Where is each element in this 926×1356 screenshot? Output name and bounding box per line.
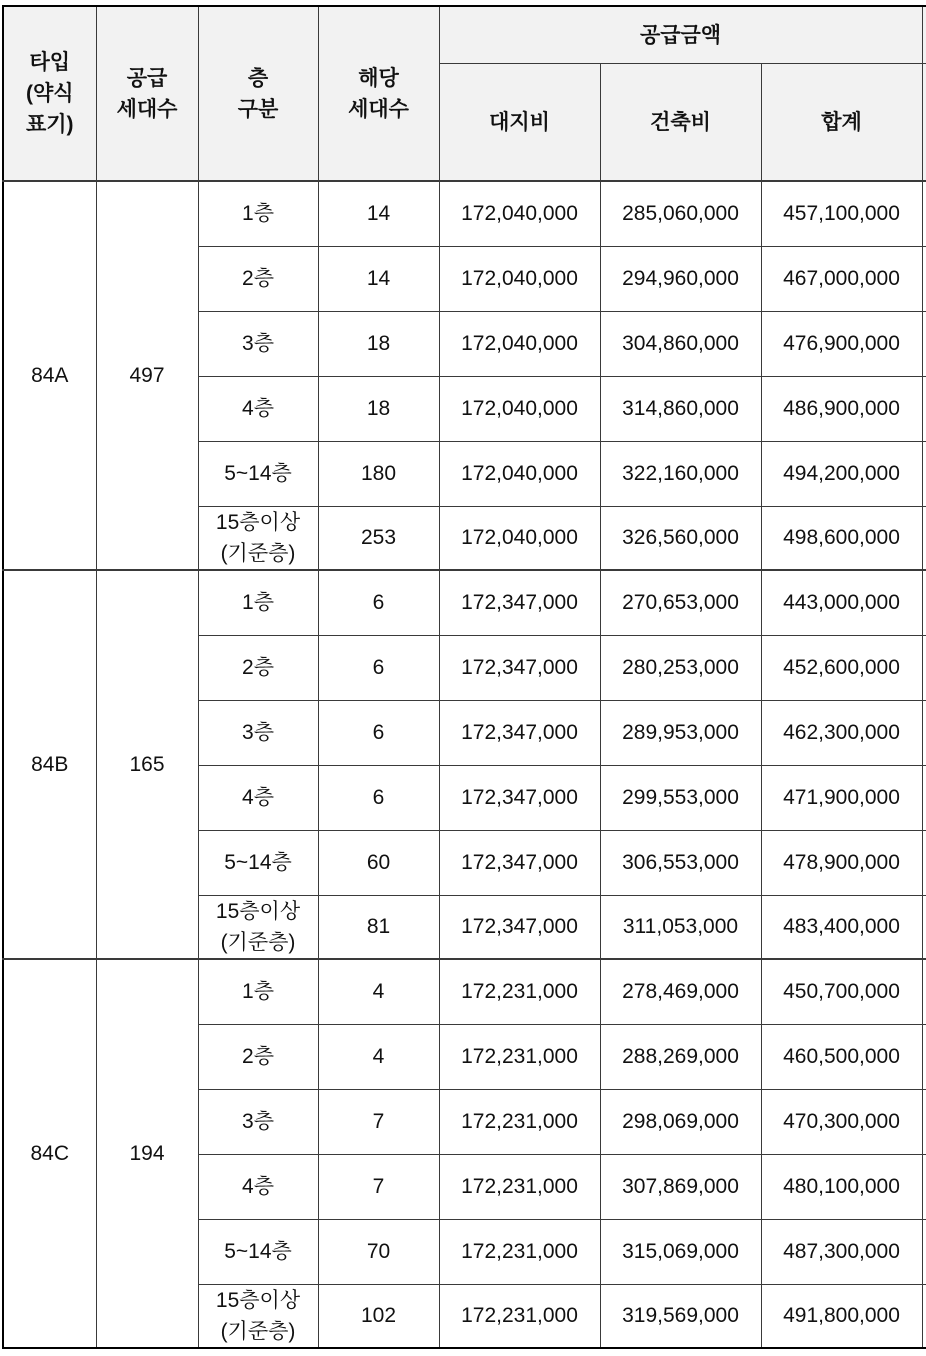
total-cost-cell: 467,000,000 <box>761 246 922 311</box>
floor-cell <box>198 765 318 830</box>
supply-units-cell: 165 <box>96 570 198 959</box>
land-cost-cell: 172,347,000 <box>439 830 600 895</box>
land-cost-cell: 172,347,000 <box>439 765 600 830</box>
extra-cell <box>922 700 926 765</box>
extra-cell <box>922 311 926 376</box>
total-cost-cell: 471,900,000 <box>761 765 922 830</box>
extra-cell <box>922 959 926 1024</box>
type-cell: 84C <box>3 959 96 1348</box>
building-cost-cell: 306,553,000 <box>600 830 761 895</box>
land-cost-cell: 172,231,000 <box>439 1284 600 1348</box>
supply-units-cell: 497 <box>96 181 198 570</box>
building-cost-cell: 294,960,000 <box>600 246 761 311</box>
header-row-top <box>3 6 926 64</box>
land-cost-cell: 172,040,000 <box>439 181 600 246</box>
extra-cell <box>922 246 926 311</box>
total-cost-cell: 483,400,000 <box>761 895 922 959</box>
building-cost-cell: 307,869,000 <box>600 1154 761 1219</box>
floor-cell <box>198 1154 318 1219</box>
total-cost-cell: 443,000,000 <box>761 570 922 635</box>
land-cost-cell: 172,040,000 <box>439 441 600 506</box>
header-units: 해당 세대수 <box>318 6 439 181</box>
floor-label: 4층 <box>242 397 274 420</box>
floor-cell <box>198 635 318 700</box>
header-type: 타입 (약식 표기) <box>3 6 96 181</box>
total-cost-cell: 460,500,000 <box>761 1024 922 1089</box>
floor-label: 2층 <box>242 1045 274 1068</box>
total-cost-cell: 486,900,000 <box>761 376 922 441</box>
total-cost-cell: 491,800,000 <box>761 1284 922 1348</box>
units-cell: 6 <box>318 635 439 700</box>
extra-cell <box>922 895 926 959</box>
building-cost-cell: 299,553,000 <box>600 765 761 830</box>
floor-cell <box>198 506 318 570</box>
building-cost-cell: 289,953,000 <box>600 700 761 765</box>
table-row <box>3 181 926 246</box>
extra-cell <box>922 1219 926 1284</box>
units-cell: 81 <box>318 895 439 959</box>
land-cost-cell: 172,040,000 <box>439 246 600 311</box>
floor-label: 3층 <box>242 721 274 744</box>
land-cost-cell: 172,347,000 <box>439 635 600 700</box>
extra-cell <box>922 1089 926 1154</box>
land-cost-cell: 172,040,000 <box>439 376 600 441</box>
type-cell: 84A <box>3 181 96 570</box>
floor-cell <box>198 700 318 765</box>
extra-cell <box>922 181 926 246</box>
floor-cell <box>198 1024 318 1089</box>
extra-cell <box>922 1284 926 1348</box>
land-cost-cell: 172,040,000 <box>439 311 600 376</box>
total-cost-cell: 478,900,000 <box>761 830 922 895</box>
extra-cell <box>922 1154 926 1219</box>
floor-label: 5~14층 <box>224 462 292 485</box>
total-cost-cell: 462,300,000 <box>761 700 922 765</box>
floor-cell <box>198 311 318 376</box>
extra-cell <box>922 1024 926 1089</box>
units-cell: 14 <box>318 181 439 246</box>
floor-cell <box>198 1284 318 1348</box>
building-cost-cell: 315,069,000 <box>600 1219 761 1284</box>
building-cost-cell: 270,653,000 <box>600 570 761 635</box>
land-cost-cell: 172,231,000 <box>439 959 600 1024</box>
floor-label: 3층 <box>242 332 274 355</box>
units-cell: 180 <box>318 441 439 506</box>
floor-label: 1층 <box>242 591 274 615</box>
building-cost-cell: 326,560,000 <box>600 506 761 570</box>
floor-cell <box>198 1219 318 1284</box>
land-cost-cell: 172,231,000 <box>439 1089 600 1154</box>
floor-label: 15층이상 (기준층) <box>215 510 301 565</box>
building-cost-cell: 288,269,000 <box>600 1024 761 1089</box>
units-cell: 14 <box>318 246 439 311</box>
total-cost-cell: 450,700,000 <box>761 959 922 1024</box>
floor-label: 4층 <box>242 1175 274 1198</box>
floor-label: 5~14층 <box>224 1240 292 1263</box>
units-cell: 7 <box>318 1089 439 1154</box>
extra-cell <box>922 830 926 895</box>
floor-label: 15층이상 (기준층) <box>215 1288 301 1343</box>
total-cost-cell: 487,300,000 <box>761 1219 922 1284</box>
building-cost-cell: 298,069,000 <box>600 1089 761 1154</box>
floor-label: 5~14층 <box>224 851 292 874</box>
header-price-group: 공급금액 <box>439 6 922 64</box>
land-cost-cell: 172,347,000 <box>439 700 600 765</box>
units-cell: 6 <box>318 700 439 765</box>
floor-cell <box>198 830 318 895</box>
floor-label: 15층이상 (기준층) <box>215 899 301 954</box>
extra-cell <box>922 441 926 506</box>
header-supply-units: 공급 세대수 <box>96 6 198 181</box>
floor-cell <box>198 441 318 506</box>
floor-cell <box>198 246 318 311</box>
building-cost-cell: 278,469,000 <box>600 959 761 1024</box>
building-cost-cell: 304,860,000 <box>600 311 761 376</box>
total-cost-cell: 452,600,000 <box>761 635 922 700</box>
header-extra-cell <box>922 6 926 64</box>
building-cost-cell: 285,060,000 <box>600 181 761 246</box>
land-cost-cell: 172,231,000 <box>439 1219 600 1284</box>
building-cost-cell: 319,569,000 <box>600 1284 761 1348</box>
land-cost-cell: 172,231,000 <box>439 1024 600 1089</box>
floor-cell <box>198 376 318 441</box>
total-cost-cell: 494,200,000 <box>761 441 922 506</box>
header-floor: 층 구분 <box>198 6 318 181</box>
floor-label: 2층 <box>242 656 274 679</box>
units-cell: 7 <box>318 1154 439 1219</box>
floor-cell <box>198 895 318 959</box>
floor-cell <box>198 570 318 635</box>
table-row <box>3 570 926 635</box>
units-cell: 102 <box>318 1284 439 1348</box>
floor-cell <box>198 181 318 246</box>
extra-cell <box>922 765 926 830</box>
floor-label: 2층 <box>242 267 274 290</box>
units-cell: 18 <box>318 376 439 441</box>
floor-cell <box>198 1089 318 1154</box>
building-cost-cell: 314,860,000 <box>600 376 761 441</box>
total-cost-cell: 470,300,000 <box>761 1089 922 1154</box>
land-cost-cell: 172,347,000 <box>439 895 600 959</box>
type-cell: 84B <box>3 570 96 959</box>
total-cost-cell: 476,900,000 <box>761 311 922 376</box>
total-cost-cell: 498,600,000 <box>761 506 922 570</box>
header-building: 건축비 <box>600 64 761 182</box>
header-extra-cell <box>922 64 926 182</box>
table-row <box>3 959 926 1024</box>
building-cost-cell: 280,253,000 <box>600 635 761 700</box>
units-cell: 6 <box>318 570 439 635</box>
price-table-wrapper <box>2 5 926 1349</box>
table-body <box>3 181 926 1348</box>
extra-cell <box>922 376 926 441</box>
land-cost-cell: 172,347,000 <box>439 570 600 635</box>
total-cost-cell: 457,100,000 <box>761 181 922 246</box>
extra-cell <box>922 506 926 570</box>
units-cell: 6 <box>318 765 439 830</box>
units-cell: 70 <box>318 1219 439 1284</box>
extra-cell <box>922 635 926 700</box>
header-land: 대지비 <box>439 64 600 182</box>
floor-label: 4층 <box>242 786 274 809</box>
units-cell: 60 <box>318 830 439 895</box>
building-cost-cell: 322,160,000 <box>600 441 761 506</box>
units-cell: 4 <box>318 959 439 1024</box>
header-total: 합계 <box>761 64 922 182</box>
land-cost-cell: 172,040,000 <box>439 506 600 570</box>
floor-label: 1층 <box>242 980 274 1004</box>
units-cell: 253 <box>318 506 439 570</box>
land-cost-cell: 172,231,000 <box>439 1154 600 1219</box>
supply-units-cell: 194 <box>96 959 198 1348</box>
floor-cell <box>198 959 318 1024</box>
supply-price-table <box>2 5 926 1349</box>
floor-label: 3층 <box>242 1110 274 1133</box>
extra-cell <box>922 570 926 635</box>
units-cell: 18 <box>318 311 439 376</box>
units-cell: 4 <box>318 1024 439 1089</box>
building-cost-cell: 311,053,000 <box>600 895 761 959</box>
floor-label: 1층 <box>242 202 274 226</box>
total-cost-cell: 480,100,000 <box>761 1154 922 1219</box>
